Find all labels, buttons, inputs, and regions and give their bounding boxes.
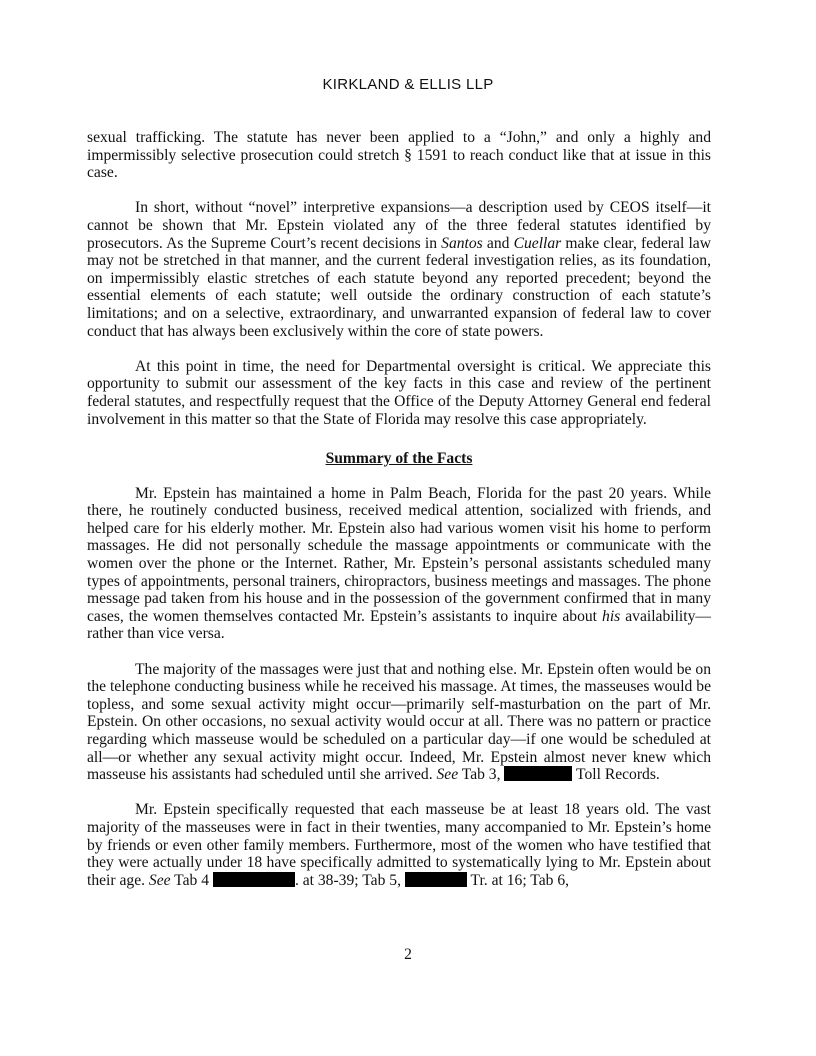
emphasis-his: his [602, 607, 621, 625]
case-name-santos: Santos [441, 234, 483, 252]
paragraph-2 [87, 199, 711, 340]
section-heading: Summary of the Facts [325, 450, 473, 468]
paragraph-4 [87, 485, 711, 643]
paragraph-4-text-a: Mr. Epstein has maintained a home in Palm Beach, Florida for the past 20 years. While there, he routinely conducted business, received medical attention, socialized with friends, and helped care for his elderly mother. Mr. Epstein also had various women visit his home to perform massages. He did not personally schedule the massage appointments or communicate with the women over the phone or the Internet. Rather, Mr. Epstein’s personal assistants scheduled many types of appointments, personal trainers, chiropractors, business meetings and massages. The phone message pad taken from his house and in the possession of the government confirmed that in many cases, the women themselves contacted Mr. Epstein’s assistants to inquire about [87, 484, 711, 625]
redaction-box [405, 872, 467, 887]
document-body [87, 129, 711, 907]
page-number: 2 [404, 946, 412, 963]
paragraph-5-text-a: The majority of the massages were just that and nothing else. Mr. Epstein often would be on the telephone conducting business while he received his massage. At times, the masseuses would be topless, and some sexual activity might occur—primarily self-masturbation on the part of Mr. Epstein. On other occasions, no sexual activity would occur at all. There was no pattern or practice regarding which masseuse would be scheduled on a particular day—if one would be scheduled at all—or whether any sexual activity might occur. Indeed, Mr. Epstein almost never knew which masseuse his assistants had scheduled until she arrived. [87, 660, 711, 784]
letterhead: KIRKLAND & ELLIS LLP [322, 76, 494, 93]
paragraph-6-text-c: . at 38-39; Tab 5, [294, 871, 405, 889]
paragraph-3: At this point in time, the need for Departmental oversight is critical. We appreciate this opportunity to submit our assessment of the key facts in this case and review of the pertinent federal statutes, and respectfully request that the Office of the Deputy Attorney General end federal involvement in this matter so that the State of Florida may resolve this case appropriately. [87, 357, 711, 428]
case-name-cuellar: Cuellar [513, 234, 562, 252]
redaction-box [504, 766, 572, 781]
paragraph-6 [87, 801, 711, 889]
paragraph-6-text-b: Tab 4 [170, 871, 213, 889]
citation-see: See [148, 871, 171, 889]
paragraph-5 [87, 661, 711, 784]
citation-see: See [436, 766, 459, 784]
paragraph-1: sexual trafficking. The statute has never been applied to a “John,” and only a highly and impermissibly selective prosecution could stretch § 1591 to reach conduct like that at issue in this case. [87, 129, 711, 182]
paragraph-4-text-b: availability—rather than vice versa. [87, 607, 711, 643]
paragraph-5-text-c: Toll Records. [572, 766, 660, 784]
paragraph-2-text-b: make clear, federal law may not be stretched in that manner, and the current federal investigation relies, as its foundation, on impermissibly elastic stretches of each statute beyond any reported precedent; beyond the essential elements of each statute; well outside the ordinary construction of each statute’s limitations; and on a selective, extraordinary, and unwarranted expansion of federal law to cover conduct that has always been exclusively within the core of state powers. [87, 234, 711, 340]
paragraph-6-text-d: Tr. at 16; Tab 6, [466, 871, 570, 889]
paragraph-6-text-a: Mr. Epstein specifically requested that each masseuse be at least 18 years old. The vast majority of the masseuses were in fact in their twenties, many accompanied to Mr. Epstein’s home by friends or even other family members. Furthermore, most of the women who have testified that they were actually under 18 have specifically admitted to systematically lying to Mr. Epstein about their age. [87, 801, 711, 889]
redaction-box [213, 872, 295, 887]
paragraph-2-text-a: In short, without “novel” interpretive expansions—a description used by CEOS itself—it cannot be shown that Mr. Epstein violated any of the three federal statutes identified by prosecutors. As the Supreme Court’s recent decisions in [87, 199, 711, 252]
paragraph-2-text-and: and [482, 234, 514, 252]
paragraph-5-text-b: Tab 3, [458, 766, 505, 784]
